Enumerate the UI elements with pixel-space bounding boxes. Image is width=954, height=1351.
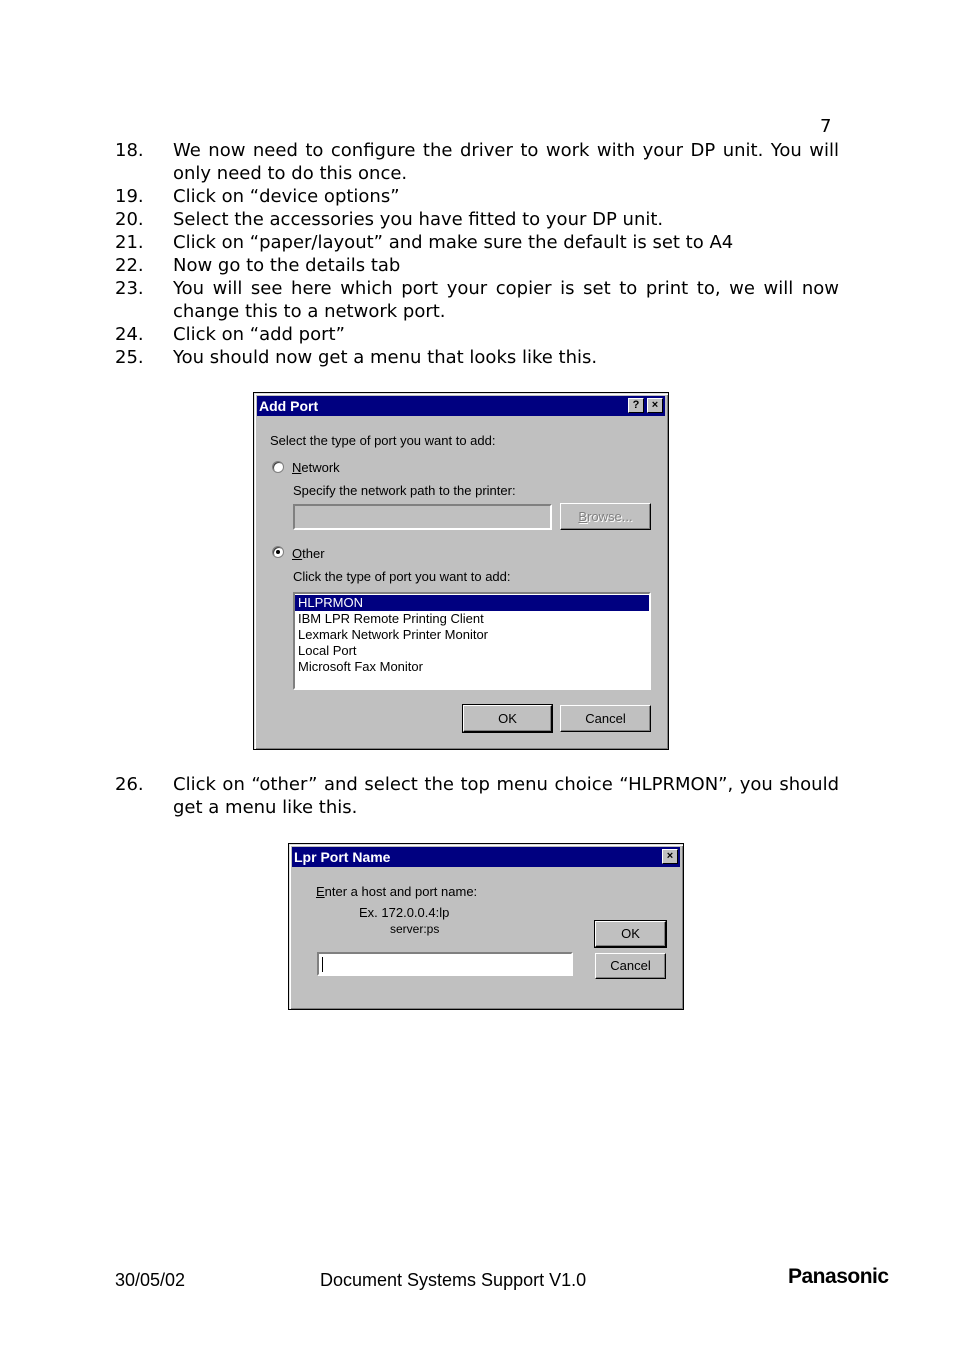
lpr-port-name-dialog	[288, 843, 684, 1010]
help-icon[interactable]: ?	[628, 398, 644, 413]
close-icon[interactable]: ×	[647, 398, 663, 413]
lpr-title: Lpr Port Name	[294, 849, 391, 865]
panasonic-logo: Panasonic	[788, 1265, 889, 1288]
step-text: Click on “paper/layout” and make sure the default is set to A4	[173, 232, 734, 253]
add-port-dialog	[253, 392, 669, 750]
step-item	[115, 231, 839, 254]
text-cursor	[322, 957, 323, 972]
cancel-button[interactable]: Cancel	[560, 705, 651, 732]
port-type-item[interactable]: IBM LPR Remote Printing Client	[298, 611, 484, 626]
ok-button[interactable]: OK	[595, 921, 666, 947]
port-type-item[interactable]: Local Port	[298, 643, 357, 658]
close-icon[interactable]: ×	[662, 849, 678, 864]
step-number: 25.	[115, 347, 144, 368]
port-type-item[interactable]: HLPRMON	[295, 595, 649, 611]
network-path-label: Specify the network path to the printer:	[293, 483, 516, 498]
port-type-item[interactable]: Microsoft Fax Monitor	[298, 659, 423, 674]
host-prompt: Enter a host and port name:	[316, 884, 478, 899]
step-text: We now need to configure the driver to work with your DP unit. You will only need to do this once.	[173, 140, 839, 184]
step-item	[115, 185, 839, 208]
other-prompt: Click the type of port you want to add:	[293, 569, 511, 584]
step-number: 22.	[115, 255, 144, 276]
instruction-steps-bottom	[115, 773, 839, 819]
step-number: 21.	[115, 232, 144, 253]
footer-title: Document Systems Support V1.0	[320, 1270, 587, 1290]
step-item	[115, 346, 839, 369]
example-line-2: server:ps	[390, 922, 440, 936]
step-text: Click on “other” and select the top menu choice “HLPRMON”, you should get a menu like this.	[173, 774, 839, 818]
step-number: 26.	[115, 774, 144, 795]
example-line-1: Ex. 172.0.0.4:lp	[359, 905, 450, 920]
step-text: You should now get a menu that looks like this.	[173, 347, 598, 368]
step-item	[115, 773, 839, 819]
step-number: 24.	[115, 324, 144, 345]
cancel-button[interactable]: Cancel	[595, 953, 666, 979]
instruction-steps-top	[115, 139, 839, 369]
step-text: Click on “device options”	[173, 186, 400, 207]
add-port-title: Add Port	[259, 398, 319, 414]
step-number: 23.	[115, 278, 144, 299]
port-type-item[interactable]: Lexmark Network Printer Monitor	[298, 627, 488, 642]
step-number: 18.	[115, 140, 144, 161]
step-item	[115, 277, 839, 323]
network-path-input	[293, 504, 552, 530]
step-number: 19.	[115, 186, 144, 207]
host-port-input[interactable]	[317, 952, 573, 976]
browse-button[interactable]: Browse...	[560, 503, 651, 530]
port-type-list[interactable]	[293, 592, 651, 690]
add-port-title-bar	[257, 396, 665, 416]
lpr-title-bar	[292, 847, 680, 867]
ok-button[interactable]: OK	[463, 705, 552, 732]
step-item	[115, 323, 839, 346]
step-text: You will see here which port your copier is set to print to, we will now change this to a network port.	[173, 278, 839, 322]
step-item	[115, 208, 839, 231]
step-item	[115, 139, 839, 185]
other-label[interactable]: Other	[292, 546, 325, 561]
network-radio[interactable]	[272, 461, 284, 473]
step-text: Click on “add port”	[173, 324, 345, 345]
step-text: Now go to the details tab	[173, 255, 401, 276]
footer-date: 30/05/02	[115, 1270, 186, 1290]
step-item	[115, 254, 839, 277]
network-label[interactable]: Network	[292, 460, 340, 475]
step-text: Select the accessories you have fitted to your DP unit.	[173, 209, 664, 230]
port-type-prompt: Select the type of port you want to add:	[270, 433, 496, 448]
step-number: 20.	[115, 209, 144, 230]
other-radio[interactable]	[272, 546, 284, 558]
page-number: 7	[820, 116, 832, 137]
